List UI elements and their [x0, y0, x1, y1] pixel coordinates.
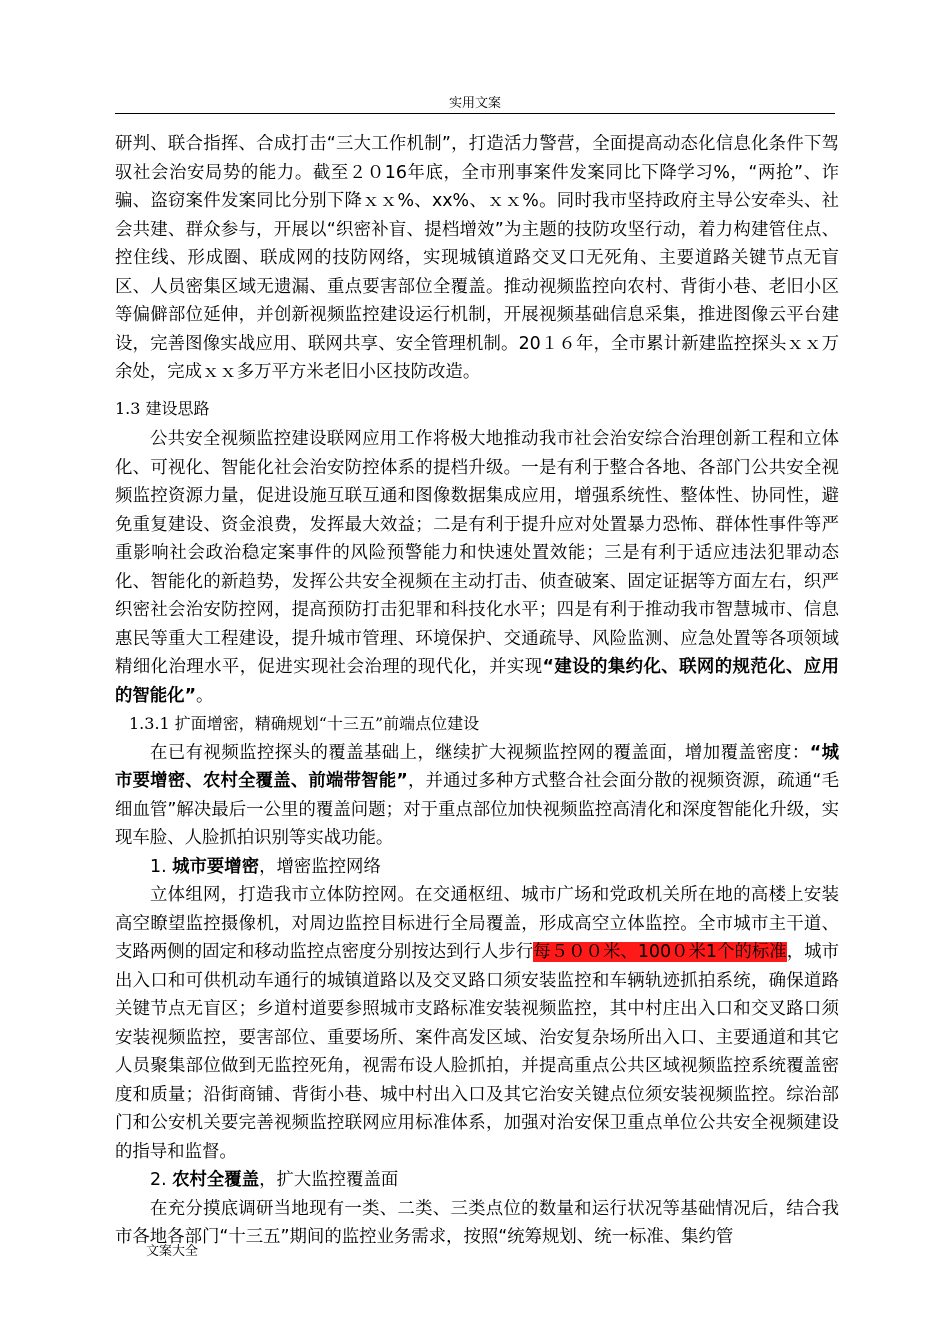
paragraph-coverage [115, 739, 839, 853]
highlighted-standard: 每５００米、100０米1个的标准 [533, 942, 787, 962]
page-header: 实用文案 [448, 96, 501, 111]
list-item-2-bold: 农村全覆盖 [172, 1170, 260, 1190]
list-item-1-bold: 城市要增密 [172, 856, 260, 877]
section-heading-1-3: 1.3 建设思路 [115, 398, 210, 418]
paragraph-city-network [115, 881, 839, 1166]
paragraph-city-end: ，城市出入口和可供机动车通行的城镇道路以及交叉路口须安装监控和车辆轨迹抓拍系统，确保道路关键节点无盲区；乡道村道要参照城市支路标准安装视频监控，其中村庄出入口和交叉路口须安装视频监控，要害部位、重要场所、案件高发区域、治安复杂场所出入口、主要通道和其它人员聚集部位做到无监控死角，视需布设人脸抓拍，并提高重点公共区域视频监控系统覆盖密度和质量；沿街商铺、背街小巷、城中村出入口及其它治安关键点位须安装视频监控。综治部门和公安机关要完善视频监控联网应用标准体系，加强对治安保卫重点单位公共安全视频建设的指导和监督。 [115, 942, 839, 1162]
document-body [115, 130, 839, 1252]
list-item-2-rest: ，扩大监控覆盖面 [259, 1170, 399, 1190]
paragraph-ideas-end: 。 [196, 685, 214, 706]
list-item-1-number: 1. [150, 856, 173, 877]
paragraph-rural: 在充分摸底调研当地现有一类、二类、三类点位的数量和运行状况等基础情况后，结合我市各地各部门“十三五”期间的监控业务需求，按照“统筹规划、统一标准、集约管 [115, 1198, 839, 1247]
section-heading-1-3-1: 1.3.1 扩面增密，精确规划“十三五”前端点位建设 [129, 714, 480, 733]
paragraph-coverage-bold: “城市要增密、农村全覆盖、前端带智能” [115, 742, 839, 791]
paragraph-city-text: 立体组网，打造我市立体防控网。在交通枢纽、城市广场和党政机关所在地的高楼上安装高空瞭望监控摄像机，对周边监控目标进行全局覆盖，形成高空立体监控。全市城市主干道、支路两侧的固定和移动监控点密度分别按达到行人步行 [115, 885, 839, 962]
paragraph-ideas-text: 公共安全视频监控建设联网应用工作将极大地推动我市社会治安综合治理创新工程和立体化、可视化、智能化社会治安防控体系的提档升级。一是有利于整合各地、各部门公共安全视频监控资源力量，促进设施互联互通和图像数据集成应用，增强系统性、整体性、协同性，避免重复建设、资金浪费，发挥最大效益；二是有利于提升应对处置暴力恐怖、群体性事件等严重影响社会政治稳定案事件的风险预警能力和快速处置效能；三是有利于适应违法犯罪动态化、智能化的新趋势，发挥公共安全视频在主动打击、侦查破案、固定证据等方面左右，织严织密社会治安防控网，提高预防打击犯罪和科技化水平；四是有利于推动我市智慧城市、信息惠民等重大工程建设，提升城市管理、环境保护、交通疏导、风险监测、应急处置等各项领域精细化治理水平，促进实现社会治理的现代化，并实现 [115, 429, 839, 677]
list-item-1-rest: ，增密监控网络 [259, 856, 381, 877]
list-item-1-heading [115, 853, 839, 882]
paragraph-intro: 研判、联合指挥、合成打击“三大工作机制”，打造活力警营，全面提高动态化信息化条件下驾驭社会治安局势的能力。截至２０16年底，全市刑事案件发案同比下降学习%，“两抢”、诈骗、盗窃案件发案同比分别下降ｘｘ%、xx%、ｘｘ%。同时我市坚持政府主导公安牵头、社会共建、群众参与，开展以“织密补盲、提档增效”为主题的技防攻坚行动，着力构建管住点、控住线、形成圈、联成网的技防网络，实现城镇道路交叉口无死角、主要道路关键节点无盲区、人员密集区域无遗漏、重点要害部位全覆盖。推动视频监控向农村、背街小巷、老旧小区等偏僻部位延伸，并创新视频监控建设运行机制，开展视频基础信息采集，推进图像云平台建设，完善图像实战应用、联网共享、安全管理机制。20１６年，全市累计新建监控探头ｘｘ万余处，完成ｘｘ多万平方米老旧小区技防改造。 [115, 134, 839, 382]
list-item-2-heading [115, 1166, 839, 1195]
paragraph-coverage-text: 在已有视频监控探头的覆盖基础上，继续扩大视频监控网的覆盖面，增加覆盖密度： [150, 742, 810, 763]
page-footer: 文案大全 [146, 1244, 199, 1259]
list-item-2-number: 2. [150, 1170, 173, 1190]
paragraph-coverage-end: ，并通过多种方式整合社会面分散的视频资源，疏通“毛细血管”解决最后一公里的覆盖问题；对于重点部位加快视频监控高清化和深度智能化升级，实现车脸、人脸抓拍识别等实战功能。 [115, 771, 839, 848]
paragraph-ideas-bold: “建设的集约化、联网的规范化、应用的智能化” [115, 657, 839, 706]
header-divider [115, 113, 835, 114]
paragraph-ideas [115, 425, 839, 710]
